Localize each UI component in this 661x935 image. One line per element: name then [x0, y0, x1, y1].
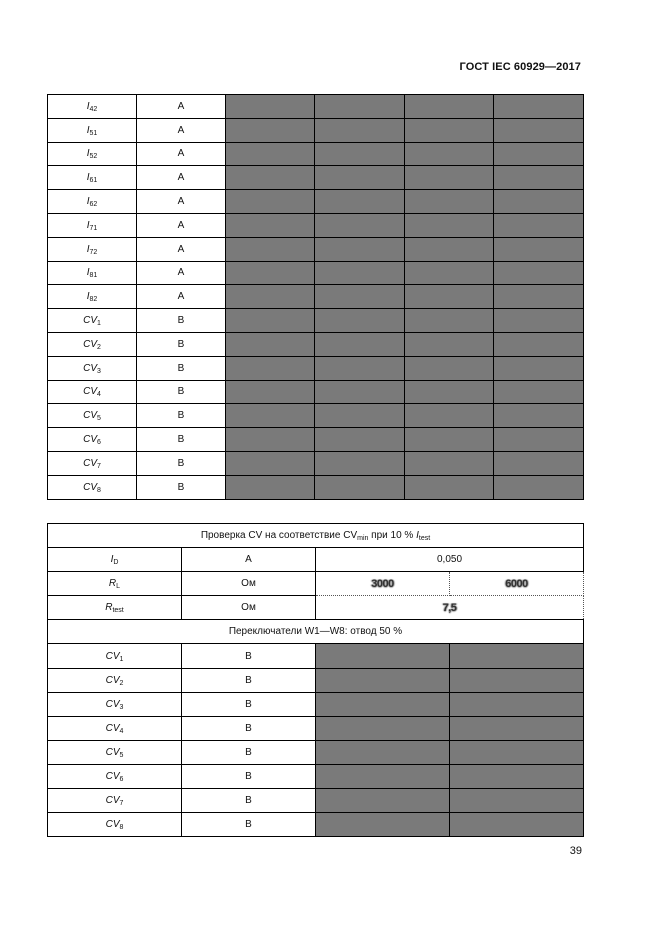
shaded-cell [315, 95, 405, 119]
shaded-cell [315, 213, 405, 237]
page-number: 39 [569, 845, 582, 857]
table-row [48, 356, 584, 380]
table-row [48, 716, 584, 740]
shaded-cell [494, 285, 584, 309]
shaded-cell [316, 789, 450, 813]
unit-cell: A [137, 213, 226, 237]
document-standard-header: ГОСТ IEC 60929—2017 [459, 61, 581, 73]
table-row [48, 261, 584, 285]
table-row [48, 764, 584, 788]
shaded-cell [316, 692, 450, 716]
shaded-cell [315, 475, 405, 499]
symbol-cell: $CV_5$ [48, 740, 182, 764]
rl-value-2: 6000 [450, 572, 584, 596]
rl-value-1: 3000 [316, 572, 450, 596]
shaded-cell [226, 285, 315, 309]
shaded-cell [405, 380, 494, 404]
symbol-cell: $CV_8$ [48, 475, 137, 499]
cv-check-rows [48, 644, 584, 837]
shaded-cell [316, 716, 450, 740]
switch-heading: Переключатели W1—W8: отвод 50 % [48, 620, 584, 644]
shaded-cell [226, 166, 315, 190]
cv-check-table [47, 523, 584, 837]
symbol-cell: $I_{51}$ [48, 118, 137, 142]
shaded-cell [494, 356, 584, 380]
shaded-cell [450, 716, 584, 740]
shaded-cell [315, 404, 405, 428]
shaded-cell [494, 475, 584, 499]
table-row [48, 644, 584, 668]
shaded-cell [226, 332, 315, 356]
shaded-cell [226, 142, 315, 166]
shaded-cell [315, 451, 405, 475]
shaded-cell [494, 118, 584, 142]
shaded-cell [494, 428, 584, 452]
unit-cell: B [182, 716, 316, 740]
shaded-cell [405, 190, 494, 214]
shaded-cell [226, 95, 315, 119]
unit-cell: B [137, 380, 226, 404]
symbol-cell: $CV_8$ [48, 813, 182, 837]
shaded-cell [450, 789, 584, 813]
table-row [48, 285, 584, 309]
table-row [48, 237, 584, 261]
unit-cell: B [182, 692, 316, 716]
id-symbol: $I_D$ [48, 548, 182, 572]
shaded-cell [315, 380, 405, 404]
shaded-cell [405, 356, 494, 380]
table-row [48, 404, 584, 428]
unit-cell: A [137, 190, 226, 214]
unit-cell: A [137, 118, 226, 142]
table-row [48, 813, 584, 837]
shaded-cell [494, 237, 584, 261]
symbol-cell: $CV_1$ [48, 309, 137, 333]
rl-row [48, 572, 584, 596]
shaded-cell [315, 285, 405, 309]
shaded-cell [450, 644, 584, 668]
shaded-cell [450, 668, 584, 692]
shaded-cell [450, 740, 584, 764]
shaded-cell [494, 166, 584, 190]
symbol-cell: $I_{72}$ [48, 237, 137, 261]
symbol-cell: $I_{82}$ [48, 285, 137, 309]
shaded-cell [450, 692, 584, 716]
shaded-cell [316, 740, 450, 764]
table-row [48, 668, 584, 692]
symbol-cell: $CV_3$ [48, 356, 137, 380]
shaded-cell [315, 118, 405, 142]
shaded-cell [315, 190, 405, 214]
shaded-cell [494, 309, 584, 333]
shaded-cell [405, 142, 494, 166]
unit-cell: B [137, 475, 226, 499]
unit-cell: B [137, 356, 226, 380]
unit-cell: B [137, 309, 226, 333]
shaded-cell [450, 764, 584, 788]
cv-check-title: Проверка CV на соответствие $CV_{min}$ при 10 % $I_{test}$ [48, 524, 584, 548]
shaded-cell [405, 428, 494, 452]
shaded-cell [405, 309, 494, 333]
shaded-cell [316, 813, 450, 837]
unit-cell: A [137, 237, 226, 261]
shaded-cell [405, 404, 494, 428]
shaded-cell [405, 261, 494, 285]
table-row [48, 309, 584, 333]
measurement-table-1-body [48, 95, 584, 500]
shaded-cell [405, 118, 494, 142]
unit-cell: A [137, 142, 226, 166]
id-row [48, 548, 584, 572]
shaded-cell [315, 166, 405, 190]
shaded-cell [494, 213, 584, 237]
symbol-cell: $CV_6$ [48, 764, 182, 788]
symbol-cell: $CV_7$ [48, 789, 182, 813]
shaded-cell [226, 309, 315, 333]
shaded-cell [316, 668, 450, 692]
unit-cell: A [137, 95, 226, 119]
shaded-cell [494, 95, 584, 119]
shaded-cell [405, 285, 494, 309]
shaded-cell [226, 428, 315, 452]
shaded-cell [405, 237, 494, 261]
unit-cell: B [182, 740, 316, 764]
table-row [48, 166, 584, 190]
shaded-cell [226, 118, 315, 142]
table-row [48, 380, 584, 404]
table-row [48, 118, 584, 142]
table-row [48, 475, 584, 499]
id-unit: A [182, 548, 316, 572]
rtest-symbol: $R_{test}$ [48, 596, 182, 620]
shaded-cell [226, 190, 315, 214]
shaded-cell [315, 142, 405, 166]
measurement-table-1 [47, 94, 584, 500]
shaded-cell [494, 332, 584, 356]
table-row [48, 428, 584, 452]
symbol-cell: $CV_2$ [48, 332, 137, 356]
unit-cell: B [137, 428, 226, 452]
table-row [48, 332, 584, 356]
unit-cell: B [182, 813, 316, 837]
shaded-cell [226, 213, 315, 237]
shaded-cell [226, 404, 315, 428]
id-value: 0,050 [316, 548, 584, 572]
unit-cell: A [137, 261, 226, 285]
symbol-cell: $CV_5$ [48, 404, 137, 428]
shaded-cell [494, 451, 584, 475]
table-row [48, 740, 584, 764]
shaded-cell [315, 428, 405, 452]
table-row [48, 692, 584, 716]
shaded-cell [405, 332, 494, 356]
table-row [48, 213, 584, 237]
table-row [48, 190, 584, 214]
symbol-cell: $CV_6$ [48, 428, 137, 452]
table-row [48, 95, 584, 119]
symbol-cell: $CV_4$ [48, 716, 182, 740]
rtest-row [48, 596, 584, 620]
symbol-cell: $I_{52}$ [48, 142, 137, 166]
shaded-cell [494, 404, 584, 428]
rtest-value: 7,5 [316, 596, 584, 620]
shaded-cell [494, 190, 584, 214]
unit-cell: B [182, 668, 316, 692]
rtest-unit: Ом [182, 596, 316, 620]
switch-heading-row [48, 620, 584, 644]
unit-cell: B [137, 404, 226, 428]
unit-cell: B [137, 451, 226, 475]
table-row [48, 789, 584, 813]
unit-cell: B [137, 332, 226, 356]
shaded-cell [226, 475, 315, 499]
unit-cell: B [182, 644, 316, 668]
shaded-cell [316, 644, 450, 668]
shaded-cell [405, 475, 494, 499]
shaded-cell [226, 237, 315, 261]
symbol-cell: $CV_2$ [48, 668, 182, 692]
shaded-cell [315, 356, 405, 380]
shaded-cell [226, 451, 315, 475]
shaded-cell [405, 213, 494, 237]
symbol-cell: $I_{81}$ [48, 261, 137, 285]
cv-check-title-row [48, 524, 584, 548]
table-row [48, 451, 584, 475]
shaded-cell [315, 237, 405, 261]
shaded-cell [405, 451, 494, 475]
shaded-cell [316, 764, 450, 788]
symbol-cell: $CV_1$ [48, 644, 182, 668]
shaded-cell [405, 166, 494, 190]
symbol-cell: $I_{61}$ [48, 166, 137, 190]
shaded-cell [450, 813, 584, 837]
shaded-cell [226, 380, 315, 404]
rl-symbol: $R_L$ [48, 572, 182, 596]
symbol-cell: $CV_7$ [48, 451, 137, 475]
rl-unit: Ом [182, 572, 316, 596]
unit-cell: A [137, 166, 226, 190]
symbol-cell: $I_{62}$ [48, 190, 137, 214]
shaded-cell [315, 261, 405, 285]
shaded-cell [315, 332, 405, 356]
shaded-cell [226, 356, 315, 380]
unit-cell: A [137, 285, 226, 309]
shaded-cell [315, 309, 405, 333]
shaded-cell [405, 95, 494, 119]
shaded-cell [494, 380, 584, 404]
unit-cell: B [182, 789, 316, 813]
shaded-cell [494, 261, 584, 285]
shaded-cell [226, 261, 315, 285]
table-row [48, 142, 584, 166]
symbol-cell: $I_{42}$ [48, 95, 137, 119]
symbol-cell: $CV_3$ [48, 692, 182, 716]
unit-cell: B [182, 764, 316, 788]
shaded-cell [494, 142, 584, 166]
symbol-cell: $CV_4$ [48, 380, 137, 404]
symbol-cell: $I_{71}$ [48, 213, 137, 237]
